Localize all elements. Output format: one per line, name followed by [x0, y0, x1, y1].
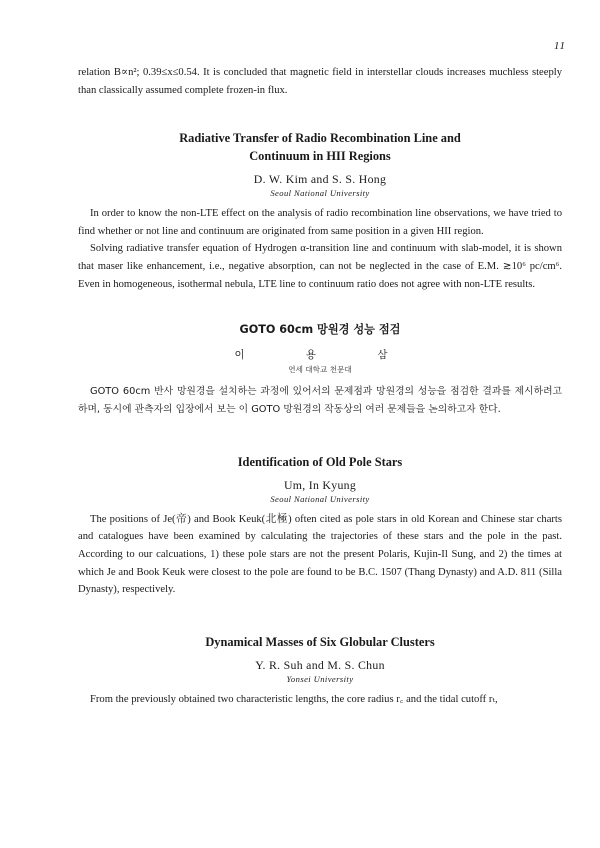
article-authors: Y. R. Suh and M. S. Chun	[255, 657, 385, 672]
article-affiliation: Yonsei University	[286, 673, 354, 684]
article-title: GOTO 60cm 망원경 성능 점검	[239, 323, 401, 337]
article-paragraph: In order to know the non-LTE effect on the analysis of radio recombination line observations, we have tried to find whether or not line and continuum are originated from same position in a given HII region.	[78, 208, 562, 237]
page-number: 11	[553, 40, 566, 52]
article-affiliation: Seoul National University	[270, 188, 370, 199]
article-affiliation: Seoul National University	[270, 493, 370, 504]
article-title-line2: Continuum in HII Regions	[249, 149, 391, 164]
article-authors: D. W. Kim and S. S. Hong	[253, 172, 387, 187]
article-paragraph: GOTO 60cm 반사 망원경을 설치하는 과정에 있어서의 문제점과 망원경의 성능을 점검한 결과를 제시하려고 하며, 동시에 관측자의 입장에서 보는 이 GOTO 망원경의 작동상의 여러 문제들을 논의하고자 한다.	[78, 386, 562, 415]
intro-paragraph: relation B∝n²; 0.39≤x≤0.54. It is concluded that magnetic field in interstellar clouds increases muchless steeply than classically assumed complete frozen-in flux.	[78, 67, 562, 96]
article-old-pole-stars	[78, 453, 562, 599]
page-content	[78, 64, 562, 708]
article-paragraph: The positions of Je(帝) and Book Keuk(北極) often cited as pole stars in old Korean and Chinese star charts and catalogues have been examined by calculating the trajectories of these stars and the pole in the past. According to our calcuations, 1) these pole stars are not the present Polaris, Kujin-Il Sung, and 2) the times at which Je and Book Keuk were closest to the pole are found to be B.C. 1507 (Thang Dynasty) and A.D. 811 (Silla Dynasty), respectively.	[78, 513, 562, 596]
article-authors: 이 용 삼	[234, 349, 406, 362]
article-globular-clusters	[78, 633, 562, 709]
article-goto-telescope	[78, 321, 562, 419]
article-affiliation: 연세 대학교 천문대	[288, 365, 352, 375]
article-title: Identification of Old Pole Stars	[237, 454, 403, 469]
article-title-line1: Radiative Transfer of Radio Recombination Line and	[179, 131, 461, 146]
article-paragraph: Solving radiative transfer equation of Hydrogen α-transition line and continuum with slab-model, it is shown that maser like enhancement, i.e., negative absorption, can not be neglected in the case of E.M. ≳10⁶ pc/cm⁶. Even in homogeneous, isothermal nebula, LTE line to continuum ratio does not agree with non-LTE results.	[78, 243, 562, 290]
article-title: Dynamical Masses of Six Globular Clusters	[205, 634, 435, 649]
article-radiative-transfer	[78, 129, 562, 293]
article-authors: Um, In Kyung	[283, 477, 357, 492]
article-paragraph: From the previously obtained two characteristic lengths, the core radius r꜀ and the tidal cutoff rₜ,	[90, 693, 498, 705]
